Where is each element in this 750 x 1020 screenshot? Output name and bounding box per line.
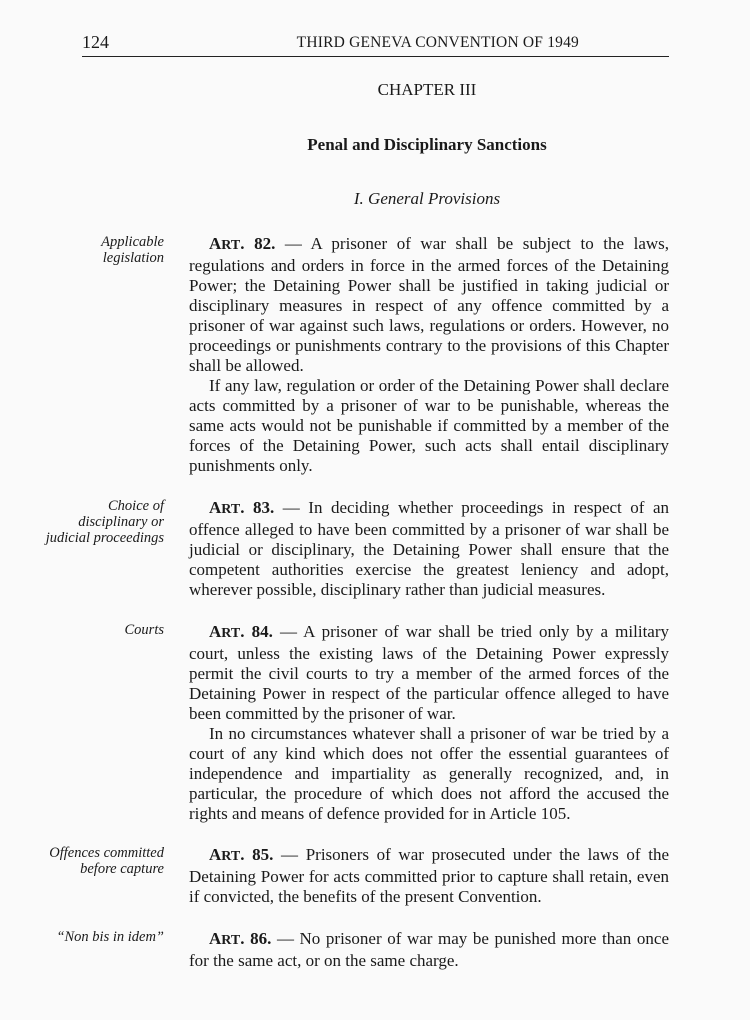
article-text: — A prisoner of war shall be subject to the laws, regulations and orders in force in the armed forces of the Detaining Power; the Detaining Power shall be justified in taking judicial or disciplinary measures in respect of any offence committed by a prisoner of war against such laws, regulations or orders. However, no proceedings or punishments contrary to the provisions of this Chapter shall be allowed. (189, 234, 670, 375)
article-label: ART. 85. (209, 845, 274, 864)
page-number: 124 (82, 32, 109, 52)
article-text: — A prisoner of war shall be tried only by a military court, unless the existing laws of the Detaining Power expressly permit the civil courts to try a member of the armed forces of the Detaining Power in respect of the particular offence alleged to have been committed by the prisoner of war. (189, 622, 669, 723)
article-text: — No prisoner of war may be punished more than once for the same act, or on the same charge. (189, 929, 669, 970)
article-paragraph: In no circumstances whatever shall a prisoner of war be tried by a court of any kind which does not offer the essential guarantees of independence and impartiality as generally recognized, and, in particular, the procedure of which does not afford the accused the rights and means of defence provided for in Article 105. (189, 724, 669, 823)
section-title: Penal and Disciplinary Sanctions (307, 135, 547, 154)
subsection-title: I. General Provisions (353, 189, 501, 208)
article-label: ART. 82. (209, 234, 276, 253)
margin-note: Offences committed before capture (49, 845, 164, 877)
article-paragraph: If any law, regulation or order of the Detaining Power shall declare acts committed by a prisoner of war to be punishable, whereas the same acts would not be punishable if committed by a member of the forces of the Detaining Power, such acts shall entail disciplinary punishments only. (189, 376, 669, 475)
article-label: ART. 84. (209, 622, 273, 641)
margin-note: Applicable legislation (101, 234, 164, 266)
chapter-heading: CHAPTER III (377, 80, 477, 99)
running-header (82, 30, 669, 57)
article-body (189, 234, 669, 476)
margin-note: Courts (124, 622, 164, 638)
article-label: ART. 86. (209, 929, 272, 948)
article-body (189, 929, 669, 971)
margin-note: Choice of disciplinary or judicial proceedings (45, 498, 164, 546)
article-body (189, 498, 669, 600)
running-title: THIRD GENEVA CONVENTION OF 1949 (296, 34, 579, 51)
article-body (189, 622, 669, 824)
article-body (189, 845, 669, 907)
article-text: — Prisoners of war prosecuted under the laws of the Detaining Power for acts committed prior to capture shall retain, even if convicted, the benefits of the present Convention. (189, 845, 670, 906)
article-text: — In deciding whether proceedings in respect of an offence alleged to have been committed by a prisoner of war shall be judicial or disciplinary, the Detaining Power shall ensure that the competent authorities exercise the greatest leniency and adopt, wherever possible, disciplinary rather than judicial measures. (189, 498, 670, 599)
margin-note: “Non bis in idem” (56, 929, 164, 945)
article-label: ART. 83. (209, 498, 275, 517)
